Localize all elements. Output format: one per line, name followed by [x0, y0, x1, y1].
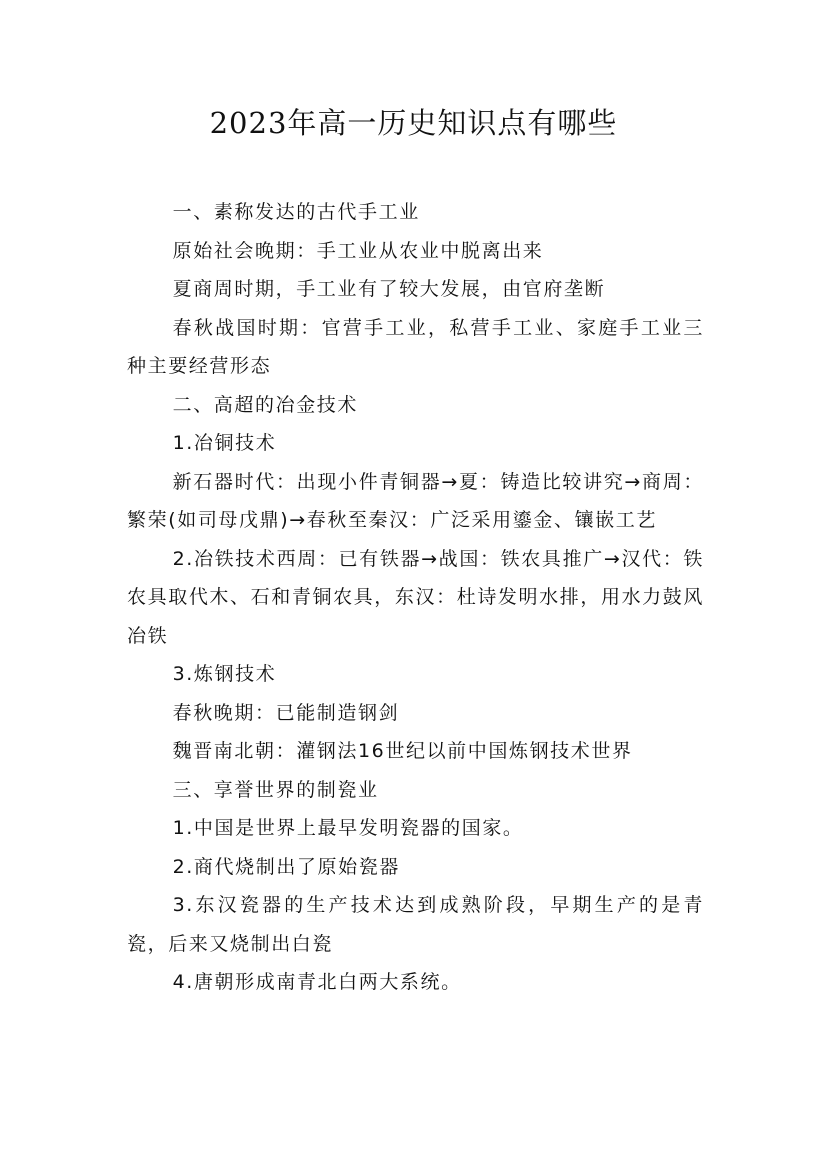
section-heading: 三、享誉世界的制瓷业	[172, 778, 379, 801]
body-paragraph: 魏晋南北朝：灌钢法16世纪以前中国炼钢技术世界	[172, 740, 633, 762]
section-heading: 二、高超的冶金技术	[172, 393, 358, 416]
body-paragraph: 3.东汉瓷器的生产技术达到成熟阶段，早期生产的是青瓷，后来又烧制出白瓷	[127, 894, 704, 955]
document-title: 2023年高一历史知识点有哪些	[209, 106, 618, 140]
body-paragraph: 春秋战国时期：官营手工业，私营手工业、家庭手工业三种主要经营形态	[127, 316, 704, 377]
document-body	[127, 193, 704, 1002]
body-paragraph: 夏商周时期，手工业有了较大发展，由官府垄断	[172, 278, 606, 300]
body-paragraph: 2.冶铁技术西周：已有铁器→战国：铁农具推广→汉代：铁农具取代木、石和青铜农具，东汉：杜诗发明水排，用水力鼓风冶铁	[127, 547, 704, 647]
subsection-heading: 3.炼钢技术	[172, 663, 277, 685]
section-heading: 一、素称发达的古代手工业	[172, 201, 420, 223]
body-paragraph: 春秋晚期：已能制造钢剑	[172, 701, 400, 724]
body-paragraph: 4.唐朝形成南青北白两大系统。	[172, 971, 462, 993]
body-paragraph: 2.商代烧制出了原始瓷器	[172, 855, 400, 878]
body-paragraph: 1.中国是世界上最早发明瓷器的国家。	[172, 817, 524, 839]
body-paragraph: 新石器时代：出现小件青铜器→夏：铸造比较讲究→商周：繁荣(如司母戊鼎)→春秋至秦汉：广泛采用鎏金、镶嵌工艺	[127, 470, 704, 531]
subsection-heading: 1.冶铜技术	[172, 432, 277, 454]
body-paragraph: 原始社会晚期：手工业从农业中脱离出来	[172, 239, 544, 262]
